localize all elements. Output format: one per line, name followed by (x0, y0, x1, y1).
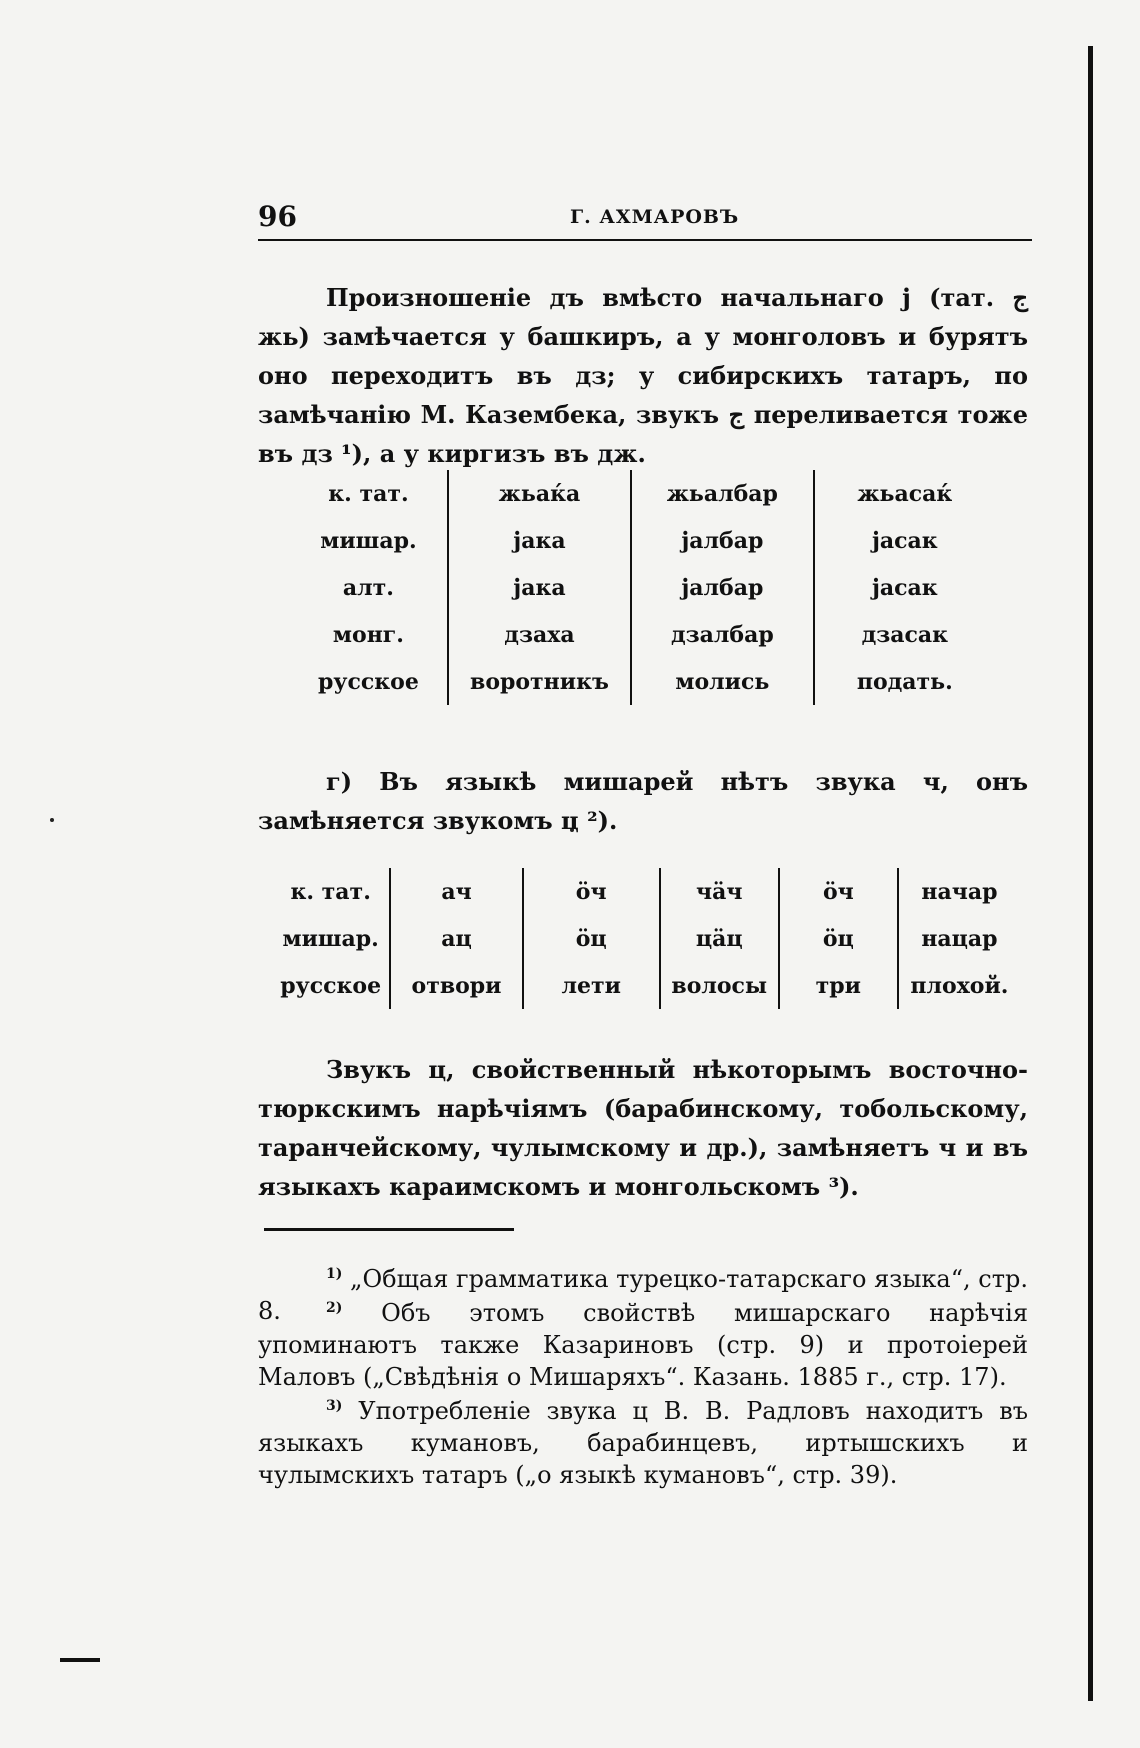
page-edge-rule (1088, 46, 1093, 1701)
table-row (290, 564, 995, 611)
word-cell: жьасаќ (814, 470, 995, 517)
row-label-cell: к. тат. (328, 480, 409, 507)
word-cell: ӧц (523, 915, 660, 962)
word-cell: јака (448, 517, 631, 564)
word-cell: отвори (390, 962, 522, 1009)
row-label-cell: к. тат. (290, 878, 371, 905)
word-cell: жьалбар (631, 470, 814, 517)
page-number: 96 (258, 200, 297, 233)
paragraph-mishar-ch: г) Въ языкѣ мишарей нѣтъ звука ч, онъ замѣняется звукомъ ц ²). (258, 767, 1028, 835)
word-cell: подать. (814, 658, 995, 705)
table-row (290, 470, 995, 517)
row-label-cell: русское (318, 668, 419, 695)
header-rule (258, 239, 1032, 241)
paragraph-pronunciation: Произношеніе дъ вмѣсто начальнаго j (тат. ج жь) замѣчается у башкиръ, а у монголовъ и бурятъ оно переходитъ въ дз; у сибирскихъ татаръ, по замѣчанію М. Казембека, звукъ ج переливается тоже въ дз ¹), а у киргизъ въ дж. (258, 283, 1028, 468)
word-cell: ӧч (523, 868, 660, 915)
row-label-cell: мишар. (282, 925, 379, 952)
word-cell: дзасак (814, 611, 995, 658)
word-cell: јалбар (631, 564, 814, 611)
word-cell: чӓч (660, 868, 779, 915)
footnote-text: Употребленіе звука ц В. В. Радловъ находитъ въ языкахъ кумановъ, барабинцевъ, иртышскихъ и чулымскихъ татаръ („о языкѣ кумановъ“, стр. 39). (258, 1397, 1028, 1489)
word-cell: волосы (660, 962, 779, 1009)
table-row (290, 658, 995, 705)
footnote-marker: 1) (326, 1266, 343, 1282)
word-cell: три (779, 962, 898, 1009)
paragraph-ts-sound: Звукъ ц, свойственный нѣкоторымъ восточно-тюркскимъ нарѣчіямъ (барабинскому, тобольскому, таранчейскому, чулымскому и др.), замѣняетъ ч и въ языкахъ караимскомъ и монгольскомъ ³). (258, 1055, 1028, 1201)
footnote-rule (264, 1228, 514, 1231)
footnote-3 (258, 1390, 1028, 1491)
table-comparison-dz (290, 470, 995, 705)
running-title: Г. АХМАРОВЪ (570, 206, 740, 228)
table-row (272, 915, 1020, 962)
table-row (290, 611, 995, 658)
table-comparison-ts (272, 868, 1020, 1009)
word-cell: ац (390, 915, 522, 962)
word-cell: јасак (814, 564, 995, 611)
row-label-cell: мишар. (320, 527, 417, 554)
table-row (272, 868, 1020, 915)
table-row (272, 962, 1020, 1009)
word-cell: начар (898, 868, 1020, 915)
footnote-text: Объ этомъ свойствѣ мишарскаго нарѣчія упоминаютъ также Казариновъ (стр. 9) и протоіерей Маловъ („Свѣдѣнія о Мишаряхъ“. Казань. 1885 г., стр. 17). (258, 1299, 1028, 1391)
footnote-marker: 3) (326, 1398, 343, 1414)
word-cell: ӧч (779, 868, 898, 915)
word-cell: дзаха (448, 611, 631, 658)
table-row (290, 517, 995, 564)
word-cell: дзалбар (631, 611, 814, 658)
word-cell: јака (448, 564, 631, 611)
word-cell: цӓц (660, 915, 779, 962)
footnote-2 (258, 1292, 1028, 1393)
word-cell: јасак (814, 517, 995, 564)
scan-dot (50, 818, 54, 822)
margin-mark (60, 1658, 100, 1662)
row-label-cell: алт. (342, 574, 394, 601)
word-cell: нацар (898, 915, 1020, 962)
word-cell: ач (390, 868, 522, 915)
row-label-cell: русское (280, 972, 382, 999)
word-cell: воротникъ (448, 658, 631, 705)
row-label-cell: монг. (332, 621, 404, 648)
footnote-text: „Общая грамматика турецко-татарскаго языка“, стр. 8. (258, 1265, 1028, 1325)
footnote-marker: 2) (326, 1300, 343, 1316)
word-cell: јалбар (631, 517, 814, 564)
word-cell: молись (631, 658, 814, 705)
word-cell: лети (523, 962, 660, 1009)
word-cell: плохой. (898, 962, 1020, 1009)
word-cell: жьаќа (448, 470, 631, 517)
word-cell: ӧц (779, 915, 898, 962)
